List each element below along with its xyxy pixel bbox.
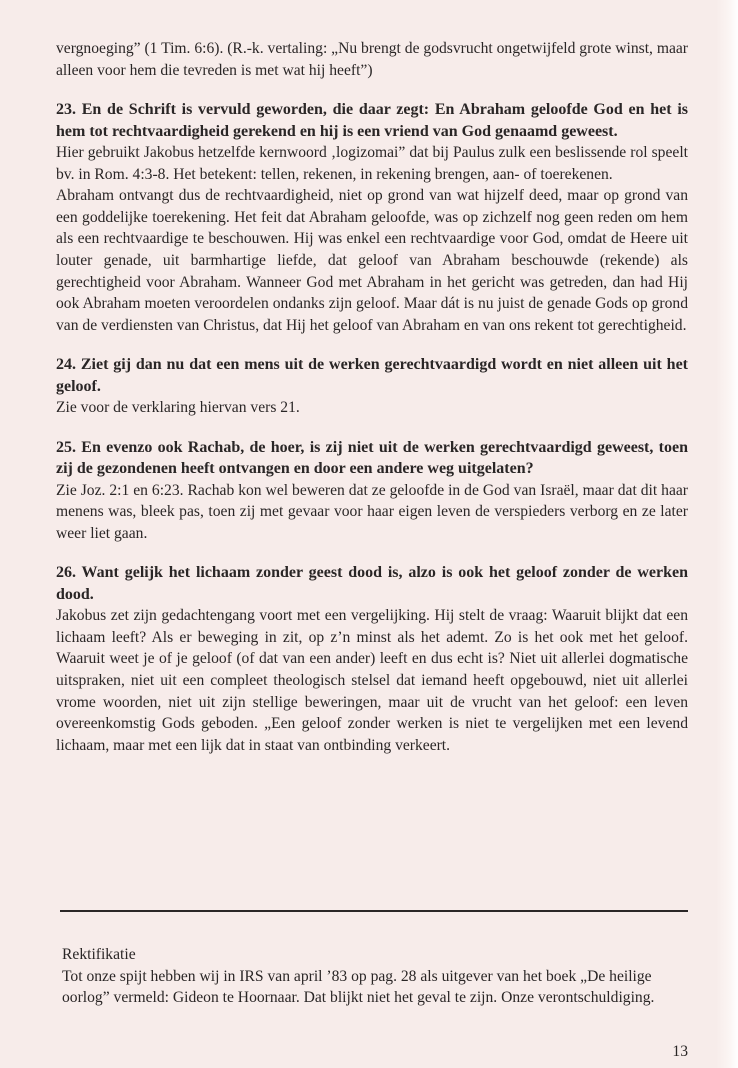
commentary-paragraph: Zie Joz. 2:1 en 6:23. Rachab kon wel beweren dat ze geloofde in de God van Israël, maar dat dit haar menens was, bleek pas, toen zij met gevaar voor haar eigen leven de verspieders verborg en ze later weer liet gaan. bbox=[56, 481, 688, 542]
commentary-paragraph: Hier gebruikt Jakobus hetzelfde kernwoord ‚logizomai” dat bij Paulus zulk een beslissende rol speelt bv. in Rom. 4:3-8. Het betekent: tellen, rekenen, in rekening brengen, aan- of toerekenen. bbox=[56, 144, 688, 183]
note-title: Rektifikatie bbox=[62, 946, 136, 963]
commentary-paragraph: Zie voor de verklaring hiervan vers 21. bbox=[56, 399, 300, 417]
page-number: 13 bbox=[672, 1043, 688, 1060]
note-text: Tot onze spijt hebben wij in IRS van april ’83 op pag. 28 als uitgever van het boek „De heilige oorlog” vermeld: Gideon te Hoornaar. Dat blijkt niet het geval te zijn. Onze verontschuldiging. bbox=[62, 967, 655, 1007]
verse-heading: 24. Ziet gij dan nu dat een mens uit de werken gerechtvaardigd wordt en niet alleen uit het geloof. bbox=[56, 356, 688, 395]
section-verse-26 bbox=[56, 562, 688, 756]
commentary-paragraph: Jakobus zet zijn gedachtengang voort met een vergelijking. Hij stelt de vraag: Waaruit blijkt dat een lichaam leeft? Als er beweging in zit, op z’n minst als het ademt. Zo is het ook met het geloof. Waaruit weet je of je geloof (of dat van een ander) leeft en dus echt is? Niet uit allerlei dogmatische uitspraken, niet uit een compleet theologisch stelsel dat iemand heeft opgebouwd, niet uit allerlei vrome woorden, niet uit zijn stellige beweringen, maar uit de vrucht van het geloof: een leven overeenkomstig Gods geboden. „Een geloof zonder werken is niet te vergelijken met een levend lichaam, maar met een lijk dat in staat van ontbinding verkeert. bbox=[56, 607, 688, 754]
correction-note bbox=[62, 944, 688, 1009]
section-verse-25 bbox=[56, 437, 688, 545]
verse-heading: 23. En de Schrift is vervuld geworden, die daar zegt: En Abraham geloofde God en het is hem tot rechtvaardigheid gerekend en hij is een vriend van God genaamd geweest. bbox=[56, 101, 688, 140]
section-verse-24 bbox=[56, 354, 688, 418]
commentary-paragraph: Abraham ontvangt dus de rechtvaardigheid, niet op grond van wat hijzelf deed, maar op grond van een goddelijke toerekening. Het feit dat Abraham geloofde, was op zichzelf nog geen reden om hem als een rechtvaardige te beschouwen. Hij was enkel een rechtvaardige voor God, omdat de Heere uit louter genade, uit barmhartige liefde, dat geloof van Abraham beschouwde (rekende) als gerechtigheid voor Abraham. Wanneer God met Abraham in het gericht was getreden, dan had Hij ook Abraham moeten veroordelen ondanks zijn geloof. Maar dát is nu juist de genade Gods op grond van de verdiensten van Christus, dat Hij het geloof van Abraham en van ons rekent tot gerechtigheid. bbox=[56, 187, 688, 334]
verse-heading: 25. En evenzo ook Rachab, de hoer, is zij niet uit de werken gerechtvaardigd geweest, toen zij de gezondenen heeft ontvangen en door een andere weg uitgelaten? bbox=[56, 438, 688, 478]
verse-heading: 26. Want gelijk het lichaam zonder geest dood is, alzo is ook het geloof zonder de werken dood. bbox=[56, 564, 688, 603]
page-edge-shadow bbox=[716, 0, 738, 1068]
continuation-paragraph: vergnoeging” (1 Tim. 6:6). (R.-k. vertaling: „Nu brengt de godsvrucht ongetwijfeld grote winst, maar alleen voor hem die tevreden is met wat hij heeft”) bbox=[56, 40, 689, 79]
main-text bbox=[56, 38, 688, 756]
separator-rule bbox=[60, 910, 688, 912]
section-verse-23 bbox=[56, 99, 688, 336]
